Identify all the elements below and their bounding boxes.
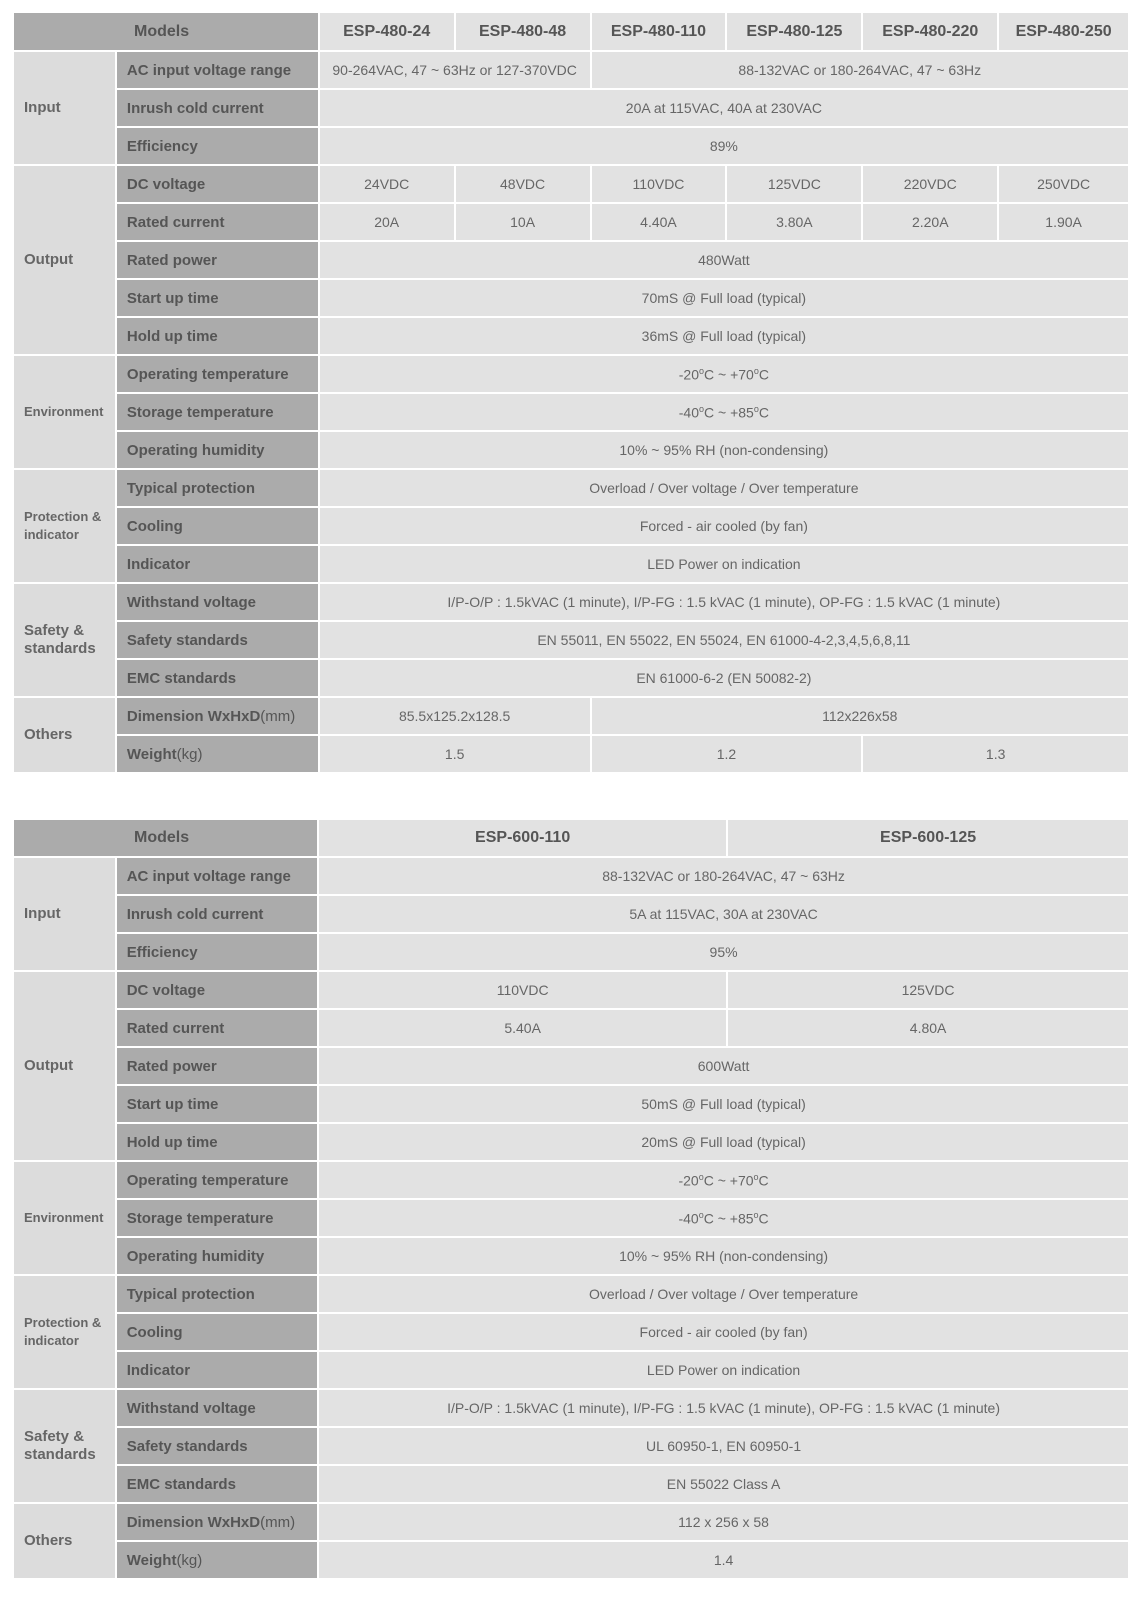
- row-label: Rated current: [117, 204, 318, 240]
- storage-temp-value: -40$^o$C ~ $+85^oC$: [319, 1200, 1128, 1236]
- operating-temp-value: -20$^o$C ~ $+70^oC$: [319, 1162, 1128, 1198]
- rated-power-value: 600Watt: [319, 1048, 1128, 1084]
- table-row: [14, 166, 1128, 202]
- cooling-value: Forced - air cooled (by fan): [319, 1314, 1128, 1350]
- start-up-value: 70mS @ Full load (typical): [320, 280, 1128, 316]
- row-label: DC voltage: [117, 972, 317, 1008]
- row-label: Rated power: [117, 242, 318, 278]
- model-name: ESP-480-110: [592, 13, 726, 50]
- table-row: [14, 280, 1128, 316]
- table-row: [14, 1086, 1128, 1122]
- table-row: [14, 698, 1128, 734]
- weight-value: 1.4: [319, 1542, 1128, 1578]
- safety-standards-value: EN 55011, EN 55022, EN 55024, EN 61000-4-2,3,4,5,6,8,11: [320, 622, 1128, 658]
- row-label: Start up time: [117, 1086, 317, 1122]
- table-row: [14, 242, 1128, 278]
- table-row: [14, 204, 1128, 240]
- table-row: [14, 1010, 1128, 1046]
- table-row: [14, 90, 1128, 126]
- row-label: Hold up time: [117, 1124, 317, 1160]
- row-label: DC voltage: [117, 166, 318, 202]
- table-row: [14, 318, 1128, 354]
- humidity-value: 10% ~ 95% RH (non-condensing): [319, 1238, 1128, 1274]
- category-environment: Environment: [14, 356, 115, 468]
- table-row: [14, 1124, 1128, 1160]
- start-up-value: 50mS @ Full load (typical): [319, 1086, 1128, 1122]
- row-label: AC input voltage range: [117, 52, 318, 88]
- table-row: [14, 128, 1128, 164]
- row-label: Weight(kg): [117, 736, 318, 772]
- protection-value: Overload / Over voltage / Over temperature: [320, 470, 1128, 506]
- safety-standards-value: UL 60950-1, EN 60950-1: [319, 1428, 1128, 1464]
- table-row: [14, 896, 1128, 932]
- table-row: [14, 1200, 1128, 1236]
- model-name: ESP-480-220: [863, 13, 997, 50]
- table-row: [14, 1390, 1128, 1426]
- protection-value: Overload / Over voltage / Over temperature: [319, 1276, 1128, 1312]
- models-label: Models: [14, 13, 318, 50]
- weight-value: 1.5: [320, 736, 590, 772]
- row-label: Efficiency: [117, 128, 318, 164]
- category-protection: Protection & indicator: [14, 1276, 115, 1388]
- table-row: [14, 470, 1128, 506]
- indicator-value: LED Power on indication: [320, 546, 1128, 582]
- table-row: [14, 432, 1128, 468]
- row-label: Hold up time: [117, 318, 318, 354]
- emc-value: EN 61000-6-2 (EN 50082-2): [320, 660, 1128, 696]
- dc-voltage-value: 125VDC: [728, 972, 1128, 1008]
- rated-current-value: 5.40A: [319, 1010, 726, 1046]
- row-label: Efficiency: [117, 934, 317, 970]
- efficiency-value: 89%: [320, 128, 1128, 164]
- row-label: Operating temperature: [117, 1162, 317, 1198]
- row-label: Cooling: [117, 508, 318, 544]
- weight-value: 1.2: [592, 736, 862, 772]
- rated-current-value: 2.20A: [863, 204, 997, 240]
- model-name: ESP-480-48: [456, 13, 590, 50]
- category-safety: Safety & standards: [14, 1390, 115, 1502]
- table-row: [14, 584, 1128, 620]
- cooling-value: Forced - air cooled (by fan): [320, 508, 1128, 544]
- row-label: Typical protection: [117, 470, 318, 506]
- model-name: ESP-480-125: [727, 13, 861, 50]
- row-label: Operating humidity: [117, 432, 318, 468]
- efficiency-value: 95%: [319, 934, 1128, 970]
- table-row: [14, 1048, 1128, 1084]
- table-row: [14, 356, 1128, 392]
- rated-current-value: 4.80A: [728, 1010, 1128, 1046]
- ac-input-value: 88-132VAC or 180-264VAC, 47 ~ 63Hz: [319, 858, 1128, 894]
- row-label: Operating temperature: [117, 356, 318, 392]
- table-row: [14, 934, 1128, 970]
- model-name: ESP-600-125: [728, 820, 1128, 856]
- ac-input-value: 90-264VAC, 47 ~ 63Hz or 127-370VDC: [320, 52, 590, 88]
- dc-voltage-value: 24VDC: [320, 166, 454, 202]
- row-label: EMC standards: [117, 1466, 317, 1502]
- model-name: ESP-480-250: [999, 13, 1128, 50]
- dc-voltage-value: 110VDC: [592, 166, 726, 202]
- row-label: Safety standards: [117, 622, 318, 658]
- table-row: [14, 546, 1128, 582]
- table-row: [14, 858, 1128, 894]
- dimension-value: 112 x 256 x 58: [319, 1504, 1128, 1540]
- table-row: [14, 622, 1128, 658]
- row-label: Inrush cold current: [117, 90, 318, 126]
- weight-value: 1.3: [863, 736, 1128, 772]
- row-label: Withstand voltage: [117, 1390, 317, 1426]
- rated-current-value: 3.80A: [727, 204, 861, 240]
- emc-value: EN 55022 Class A: [319, 1466, 1128, 1502]
- table-row: [14, 1542, 1128, 1578]
- spec-table-esp-600: [12, 818, 1130, 1580]
- dimension-value: 85.5x125.2x128.5: [320, 698, 590, 734]
- hold-up-value: 36mS @ Full load (typical): [320, 318, 1128, 354]
- dc-voltage-value: 125VDC: [727, 166, 861, 202]
- row-label: Indicator: [117, 1352, 317, 1388]
- table-row: [14, 972, 1128, 1008]
- row-label: Withstand voltage: [117, 584, 318, 620]
- dimension-value: 112x226x58: [592, 698, 1128, 734]
- category-output: Output: [14, 166, 115, 354]
- table-row: [14, 736, 1128, 772]
- row-label: Inrush cold current: [117, 896, 317, 932]
- row-label: Operating humidity: [117, 1238, 317, 1274]
- models-label: Models: [14, 820, 317, 856]
- table-row: [14, 660, 1128, 696]
- row-label: Storage temperature: [117, 1200, 317, 1236]
- category-others: Others: [14, 698, 115, 772]
- row-label: Rated current: [117, 1010, 317, 1046]
- operating-temp-value: -20$^o$C ~ $+70^oC$: [320, 356, 1128, 392]
- ac-input-value: 88-132VAC or 180-264VAC, 47 ~ 63Hz: [592, 52, 1128, 88]
- withstand-value: I/P-O/P : 1.5kVAC (1 minute), I/P-FG : 1.5 kVAC (1 minute), OP-FG : 1.5 kVAC (1 minute): [320, 584, 1128, 620]
- model-name: ESP-480-24: [320, 13, 454, 50]
- row-label: Weight(kg): [117, 1542, 317, 1578]
- category-output: Output: [14, 972, 115, 1160]
- model-name: ESP-600-110: [319, 820, 726, 856]
- table-row: [14, 1314, 1128, 1350]
- inrush-value: 20A at 115VAC, 40A at 230VAC: [320, 90, 1128, 126]
- row-label: Rated power: [117, 1048, 317, 1084]
- hold-up-value: 20mS @ Full load (typical): [319, 1124, 1128, 1160]
- dc-voltage-value: 250VDC: [999, 166, 1128, 202]
- storage-temp-value: -40$^o$C ~ $+85^oC$: [320, 394, 1128, 430]
- models-row: [14, 820, 1128, 856]
- table-row: [14, 1504, 1128, 1540]
- indicator-value: LED Power on indication: [319, 1352, 1128, 1388]
- inrush-value: 5A at 115VAC, 30A at 230VAC: [319, 896, 1128, 932]
- category-others: Others: [14, 1504, 115, 1578]
- row-label: Dimension WxHxD(mm): [117, 698, 318, 734]
- dc-voltage-value: 110VDC: [319, 972, 726, 1008]
- rated-current-value: 4.40A: [592, 204, 726, 240]
- row-label: AC input voltage range: [117, 858, 317, 894]
- row-label: Dimension WxHxD(mm): [117, 1504, 317, 1540]
- models-row: [14, 13, 1128, 50]
- category-safety: Safety & standards: [14, 584, 115, 696]
- table-row: [14, 52, 1128, 88]
- category-protection: Protection & indicator: [14, 470, 115, 582]
- rated-current-value: 20A: [320, 204, 454, 240]
- rated-power-value: 480Watt: [320, 242, 1128, 278]
- row-label: Typical protection: [117, 1276, 317, 1312]
- category-input: Input: [14, 858, 115, 970]
- withstand-value: I/P-O/P : 1.5kVAC (1 minute), I/P-FG : 1.5 kVAC (1 minute), OP-FG : 1.5 kVAC (1 minute): [319, 1390, 1128, 1426]
- dc-voltage-value: 220VDC: [863, 166, 997, 202]
- spec-table-esp-480: [12, 11, 1130, 774]
- table-row: [14, 394, 1128, 430]
- rated-current-value: 10A: [456, 204, 590, 240]
- category-environment: Environment: [14, 1162, 115, 1274]
- category-input: Input: [14, 52, 115, 164]
- row-label: Safety standards: [117, 1428, 317, 1464]
- row-label: EMC standards: [117, 660, 318, 696]
- table-row: [14, 1466, 1128, 1502]
- row-label: Storage temperature: [117, 394, 318, 430]
- table-row: [14, 1352, 1128, 1388]
- table-row: [14, 1162, 1128, 1198]
- dc-voltage-value: 48VDC: [456, 166, 590, 202]
- table-row: [14, 1276, 1128, 1312]
- table-row: [14, 1428, 1128, 1464]
- rated-current-value: 1.90A: [999, 204, 1128, 240]
- table-row: [14, 1238, 1128, 1274]
- row-label: Indicator: [117, 546, 318, 582]
- table-row: [14, 508, 1128, 544]
- row-label: Cooling: [117, 1314, 317, 1350]
- row-label: Start up time: [117, 280, 318, 316]
- humidity-value: 10% ~ 95% RH (non-condensing): [320, 432, 1128, 468]
